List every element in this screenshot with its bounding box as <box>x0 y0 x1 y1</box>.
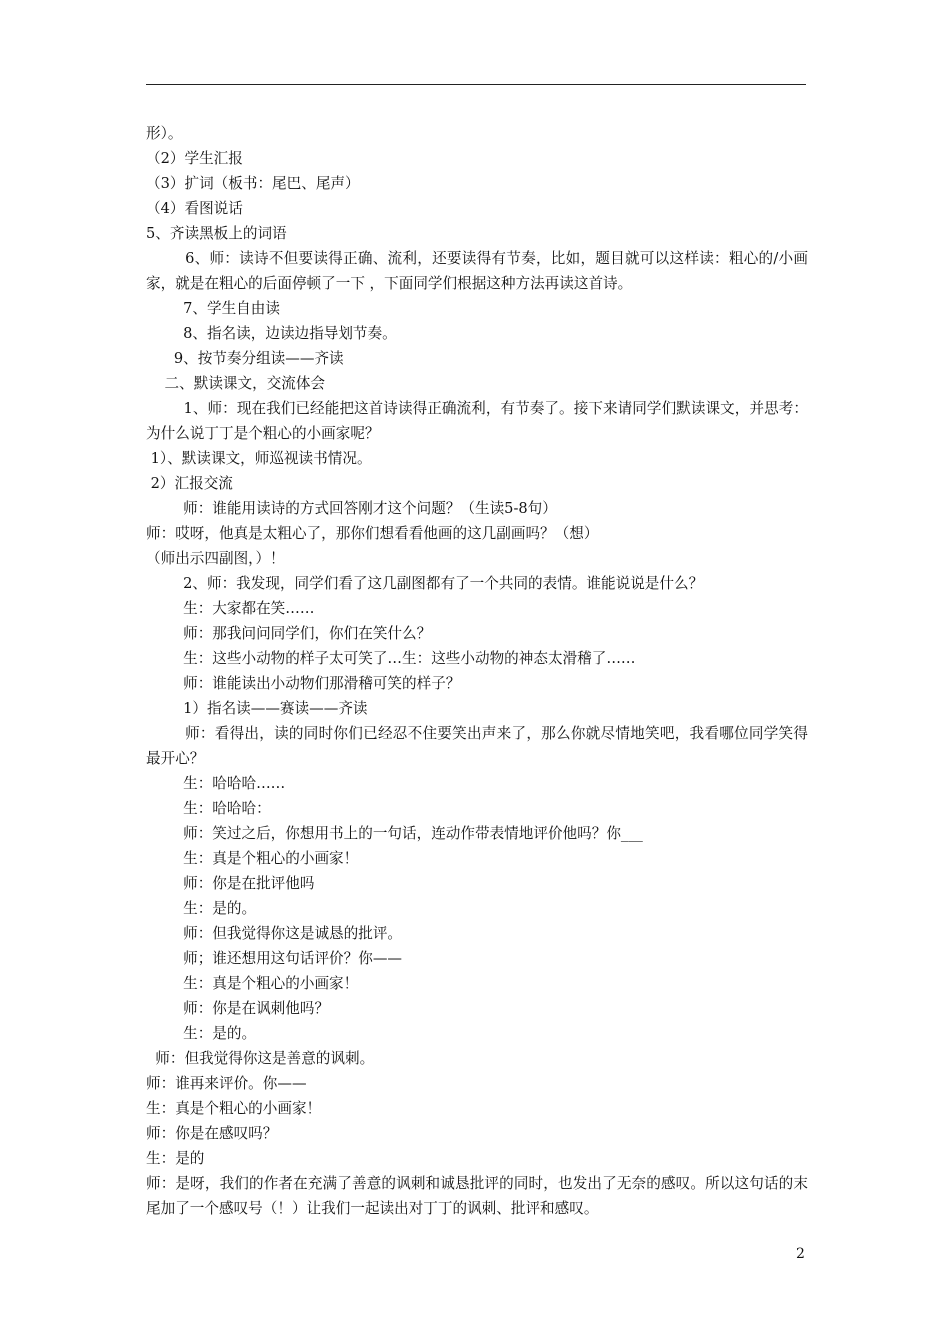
text-line: （3）扩词（板书：尾巴、尾声） <box>146 175 360 192</box>
text-line: 生：是的 <box>146 1150 205 1167</box>
text-line: 师：那我问问同学们，你们在笑什么？ <box>146 625 432 642</box>
text-line: 生：这些小动物的样子太可笑了…生：这些小动物的神态太滑稽了…… <box>146 650 636 667</box>
text-line: 师：你是在感叹吗？ <box>146 1125 278 1142</box>
text-line: 生：真是个粗心的小画家！ <box>146 975 359 992</box>
text-line: 2、师：我发现，同学们看了这几副图都有了一个共同的表情。谁能说说是什么？ <box>146 575 704 592</box>
text-line: 5、齐读黑板上的词语 <box>146 225 287 242</box>
text-line: 生：哈哈哈： <box>146 800 271 817</box>
text-line: （师出示四副图，）！ <box>146 550 285 567</box>
text-line: 8、指名读，边读边指导划节奏。 <box>146 325 397 342</box>
header-rule <box>146 84 806 85</box>
text-paragraph: 6、师：读诗不但要读得正确、流利，还要读得有节奏，比如，题目就可以这样读：粗心的/小画家，就是在粗心的后面停顿了一下 ，下面同学们根据这种方法再读这首诗。 <box>146 250 808 292</box>
text-line: 1）指名读——赛读——齐读 <box>146 700 368 717</box>
text-line: 师：哎呀，他真是太粗心了，那你们想看看他画的这几副画吗？（想） <box>146 525 599 542</box>
text-line: 师：谁再来评价。你—— <box>146 1075 307 1092</box>
text-line: （2）学生汇报 <box>146 150 243 167</box>
text-line: 2）汇报交流 <box>146 475 233 492</box>
section-heading: 二、默读课文，交流体会 <box>146 375 326 392</box>
text-line: 生：真是个粗心的小画家！ <box>146 850 359 867</box>
text-line: 9、按节奏分组读——齐读 <box>146 350 344 367</box>
text-line: 7、学生自由读 <box>146 300 280 317</box>
text-line: 师：但我觉得你这是善意的讽刺。 <box>146 1050 375 1067</box>
text-line: 生：真是个粗心的小画家！ <box>146 1100 322 1117</box>
document-body <box>146 121 808 1221</box>
text-line: 师：谁能用读诗的方式回答刚才这个问题？（生读5-8句） <box>146 500 557 517</box>
text-line: 生：哈哈哈…… <box>146 775 286 792</box>
text-line: 师：谁能读出小动物们那滑稽可笑的样子？ <box>146 675 461 692</box>
text-line: 形）。 <box>146 125 183 142</box>
text-line: （4）看图说话 <box>146 200 243 217</box>
text-line: 师：你是在批评他吗 <box>146 875 315 892</box>
text-line: 师：笑过之后，你想用书上的一句话，连动作带表情地评价他吗？你___ <box>146 825 643 842</box>
text-line: 师：你是在讽刺他吗？ <box>146 1000 330 1017</box>
text-paragraph: 师：看得出，读的同时你们已经忍不住要笑出声来了，那么你就尽情地笑吧，我看哪位同学笑得最开心？ <box>146 725 808 767</box>
text-line: 1）、默读课文，师巡视读书情况。 <box>146 450 372 467</box>
text-paragraph: 1、师：现在我们已经能把这首诗读得正确流利，有节奏了。接下来请同学们默读课文，并思考：为什么说丁丁是个粗心的小画家呢？ <box>146 400 808 442</box>
text-paragraph: 师：是呀，我们的作者在充满了善意的讽刺和诚恳批评的同时，也发出了无奈的感叹。所以这句话的末尾加了一个感叹号（！）让我们一起读出对丁丁的讽刺、批评和感叹。 <box>146 1175 808 1217</box>
text-line: 生：大家都在笑…… <box>146 600 315 617</box>
text-line: 生：是的。 <box>146 1025 257 1042</box>
text-line: 师；谁还想用这句话评价？你—— <box>146 950 403 967</box>
text-line: 生：是的。 <box>146 900 257 917</box>
text-line: 师：但我觉得你这是诚恳的批评。 <box>146 925 403 942</box>
page-number: 2 <box>796 1246 805 1262</box>
